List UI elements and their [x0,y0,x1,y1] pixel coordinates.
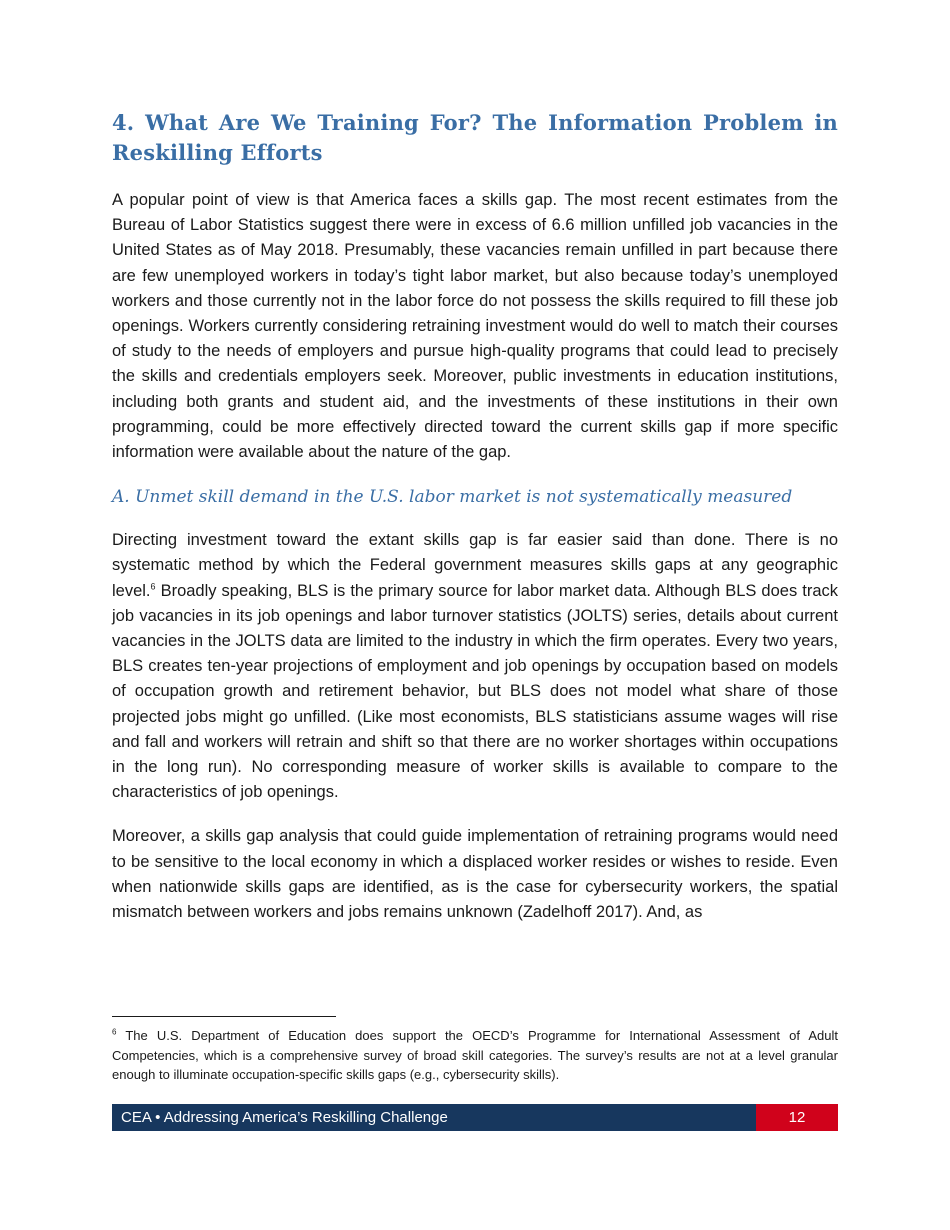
paragraph-measurement-start: Directing investment toward the extant skills gap is far easier said than done. There is no systematic method by which the Federal government measures skills gaps at any geographic level. [112,531,838,600]
paragraph-local-economy: Moreover, a skills gap analysis that could guide implementation of retraining programs would need to be sensitive to the local economy in which a displaced worker resides or wishes to reside. Even when nationwide skills gaps are identified, as is the case for cybersecurity workers, the spatial mismatch between workers and jobs remains unknown (Zadelhoff 2017). And, as [112,827,838,922]
paragraph-skills-gap: A popular point of view is that America faces a skills gap. The most recent estimates from the Bureau of Labor Statistics suggest there were in excess of 6.6 million unfilled job vacancies in the United States as of May 2018. Presumably, these vacancies remain unfilled in part because there are few unemployed workers in today’s tight labor market, but also because today’s unemployed workers and those currently not in the labor force do not possess the skills required to fill these job openings. Workers currently considering retraining investment would do well to match their courses of study to the needs of employers and pursue high-quality programs that could lead to precisely the skills and credentials employers seek. Moreover, public investments in education institutions, including both grants and student aid, and the investments of these institutions in their own programming, could be more effectively directed toward the current skills gap if more specific information were available about the nature of the gap. [112,191,838,462]
subsection-title: A. Unmet skill demand in the U.S. labor market is not systematically measured [112,487,793,508]
section-title: 4. What Are We Training For? The Information Problem in Reskilling Efforts [112,110,838,165]
footnote-text: The U.S. Department of Education does support the OECD’s Programme for International Assessment of Adult Competencies, which is a comprehensive survey of broad skill categories. The survey’s results are not at a level granular enough to illuminate occupation-specific skills gaps (e.g., cybersecurity skills). [112,1028,838,1082]
page-content [112,108,838,944]
page-number: 12 [756,1104,838,1131]
paragraph-measurement [112,528,838,805]
page-footer [112,1104,838,1131]
footnote-reference[interactable]: 6 [150,581,156,592]
paragraph-measurement-rest: Broadly speaking, BLS is the primary source for labor market data. Although BLS does track job vacancies in its job openings and labor turnover statistics (JOLTS) series, details about current vacancies in the JOLTS data are limited to the industry in which the firm operates. Every two years, BLS creates ten-year projections of employment and job openings by occupation based on models of occupation growth and retirement behavior, but BLS does not model what share of those projected jobs might go unfilled. (Like most economists, BLS statisticians assume wages will rise and fall and workers will retrain and shift so that there are no worker shortages within occupations in the long run). No corresponding measure of worker skills is available to compare to the characteristics of job openings. [112,581,838,802]
footnote-number: 6 [112,1027,117,1037]
footnote [112,1026,838,1085]
footer-title: CEA • Addressing America’s Reskilling Challenge [112,1104,756,1131]
footnote-divider [112,1016,336,1017]
